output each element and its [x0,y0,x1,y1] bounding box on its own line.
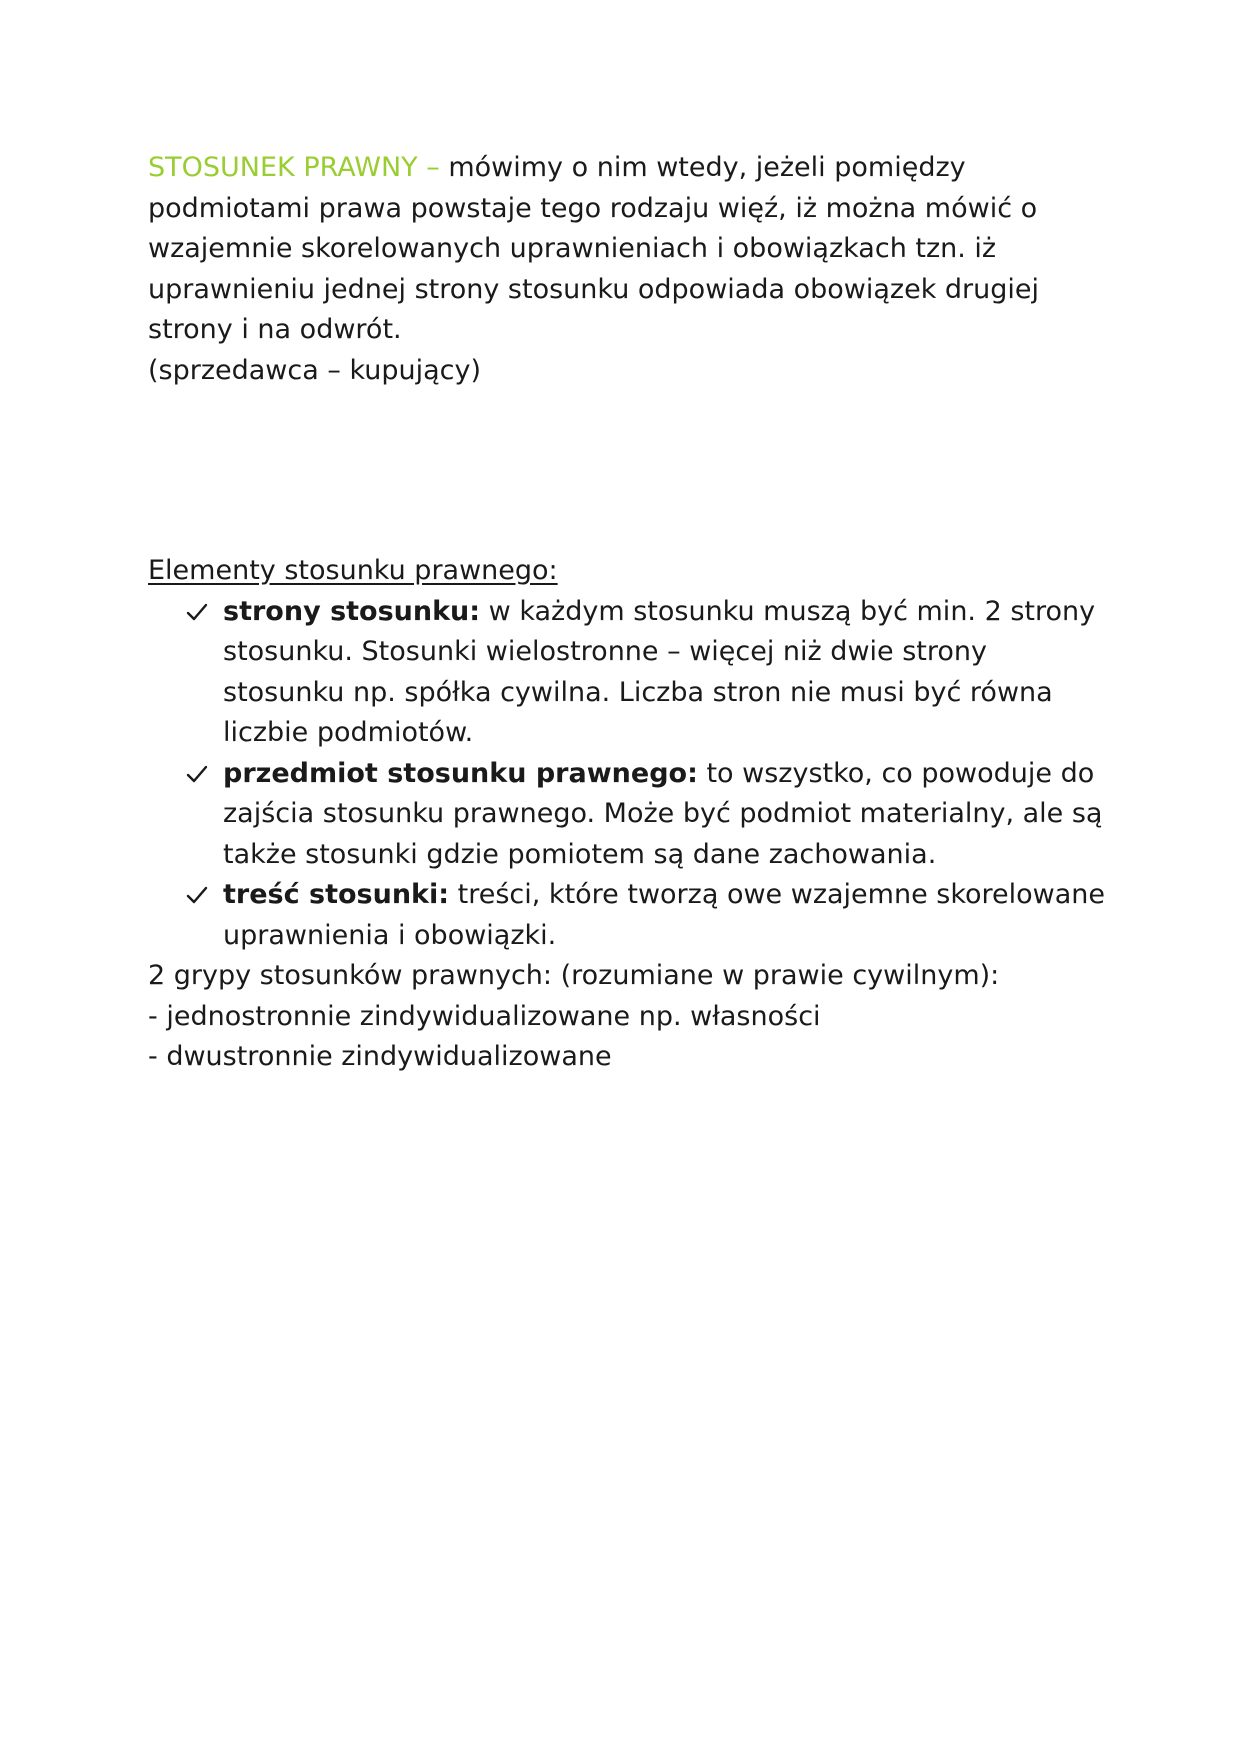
groups-intro: 2 grypy stosunków prawnych: (rozumiane w prawie cywilnym): [148,960,1000,991]
item-label: strony stosunku: [223,595,481,627]
check-icon [186,764,208,784]
list-item [148,592,1108,754]
document-page [148,148,1108,1078]
definition-example: (sprzedawca – kupujący) [148,354,482,386]
item-label: treść stosunki: [223,879,450,910]
item-label: przedmiot stosunku prawnego: [223,757,698,789]
definition-term: STOSUNEK PRAWNY – [148,152,440,183]
group-line: - jednostronnie zindywidualizowane np. własności [148,1000,821,1032]
definition-paragraph [148,148,1108,351]
group-line: - dwustronnie zindywidualizowane [148,1041,612,1072]
check-icon [186,885,208,905]
definition-text: mówimy o nim wtedy, jeżeli pomiędzy podmiotami prawa powstaje tego rodzaju więź, iż można mówić o wzajemnie skorelowanych uprawnieniach i obowiązkach tzn. iż uprawnieniu jednej strony stosunku odpowiada obowiązek drugiej strony i na odwrót. [148,152,1040,345]
list-item [148,875,1108,956]
item-text: w każdym stosunku muszą być min. 2 strony stosunku. Stosunki wielostronne – więcej niż dwie strony stosunku np. spółka cywilna. Liczba stron nie musi być równa liczbie podmiotów. [223,595,1096,748]
item-text: to wszystko, co powoduje do zajścia stosunku prawnego. Może być podmiot materialny, ale są także stosunki gdzie pomiotem są dane zachowania. [223,757,1103,870]
spacer [148,391,1108,551]
item-text: treści, które tworzą owe wzajemne skorelowane uprawnienia i obowiązki. [223,879,1106,951]
elements-heading: Elementy stosunku prawnego: [148,555,558,586]
elements-list [148,592,1108,957]
list-item [148,754,1108,876]
check-icon [186,602,208,622]
